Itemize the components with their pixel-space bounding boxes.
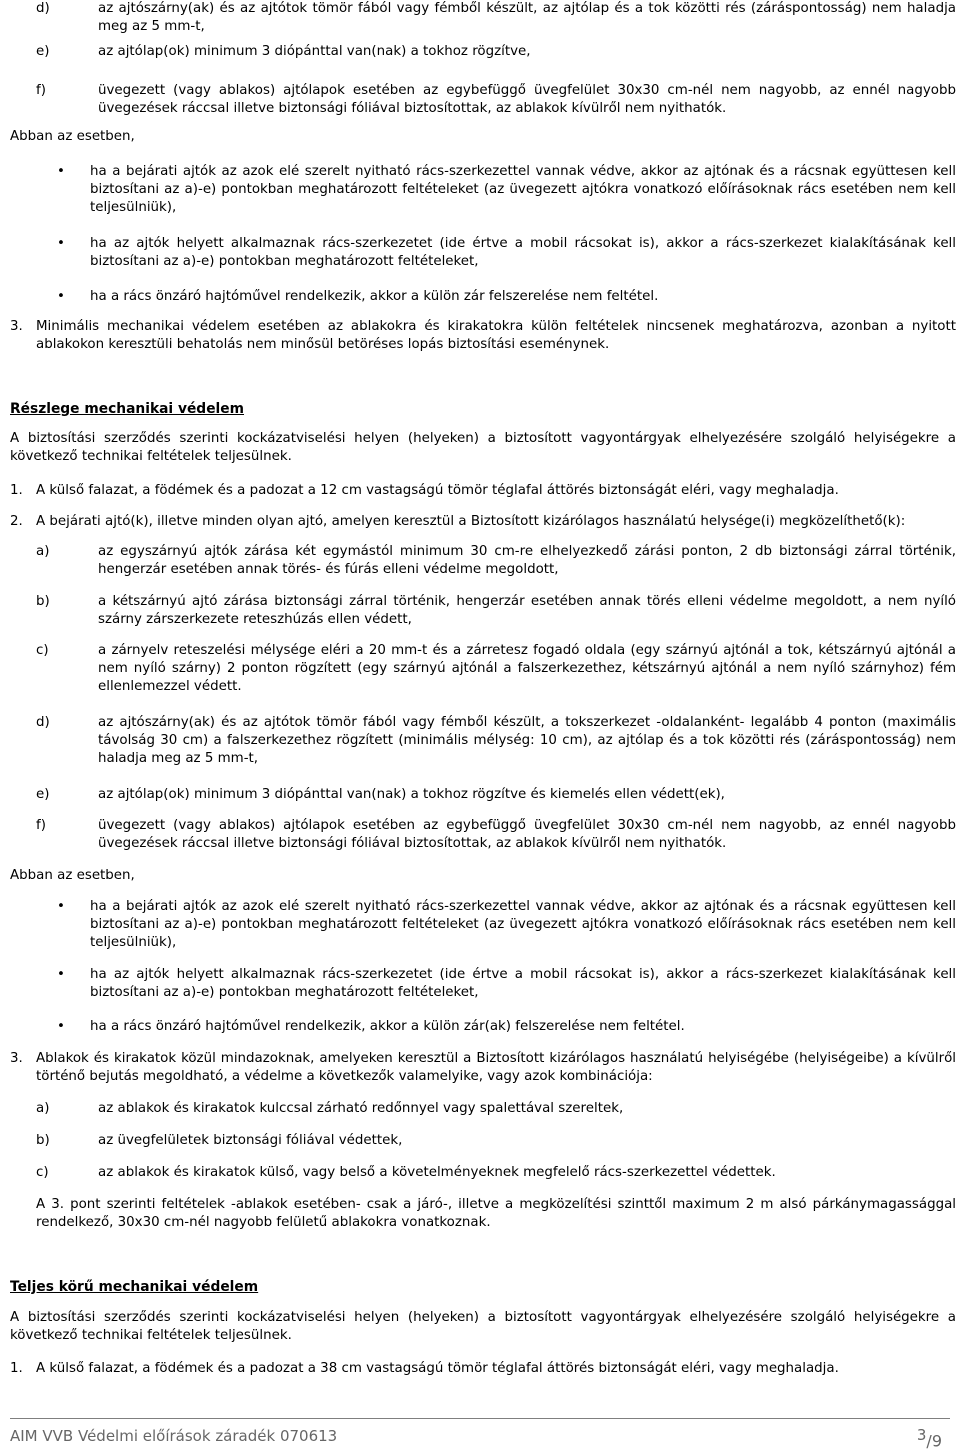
abban-text: Abban az esetben, (10, 868, 135, 883)
section-heading: Részlege mechanikai védelem (10, 401, 245, 417)
section-intro: A biztosítási szerződés szerinti kockázatviselési helyen (helyeken) a biztosított vagyontárgyak elhelyezésére szolgáló helyiségekre a következő technikai feltételek teljesülnek. (10, 1310, 956, 1343)
bullet-text: ha a rács önzáró hajtóművel rendelkezik, akkor a külön zár(ak) felszerelése nem feltétel. (90, 1019, 685, 1034)
bullet-text: ha az ajtók helyett alkalmaznak rács-szerkezetet (ide értve a mobil rácsokat is), akkor a rács-szerkezet kialakításának kell biztosítani az a)-e) pontokban meghatározott feltételeket, (90, 967, 956, 1000)
bullet-item (10, 163, 956, 217)
item-label: c) (36, 1165, 49, 1180)
item-label: f) (36, 83, 46, 98)
item-label: c) (36, 643, 49, 658)
point-text: Minimális mechanikai védelem esetében az ablakokra és kirakatokra külön feltételek nincsenek meghatározva, azonban a nyitott ablakokon keresztüli behatolás nem minősül betöréses lopás biztosítási eseménynek. (36, 319, 956, 352)
item-text: az üvegfelületek biztonsági fóliával védettek, (98, 1133, 403, 1148)
item-label: f) (36, 818, 46, 833)
bullet-text: ha az ajtók helyett alkalmaznak rács-szerkezetet (ide értve a mobil rácsokat is), akkor a rács-szerkezet kialakításának kell biztosítani az a)-e) pontokban meghatározott feltételeket, (90, 236, 956, 269)
point-label: 1. (10, 1361, 23, 1376)
list-item (10, 0, 956, 36)
item-label: d) (36, 715, 50, 730)
bullet-item (10, 288, 956, 306)
item-label: d) (36, 1, 50, 16)
bullet-text: ha a bejárati ajtók az azok elé szerelt nyitható rács-szerkezettel vannak védve, akkor az ajtónak és a rácsnak együttesen kell biztosítani az a)-e) pontokban meghatározott feltételeket (az üvegezett ajtókra vonatkozó előírásoknak rács esetében nem kell teljesülniük), (90, 164, 956, 215)
list-item (10, 642, 956, 696)
item-text: üvegezett (vagy ablakos) ajtólapok esetében az egybefüggő üvegfelület 30x30 cm-nél nem nagyobb, az ennél nagyobb üvegezések ráccsal illetve biztonsági fóliával biztosítottak, az ablakok kívülről nem nyithatók. (98, 83, 956, 116)
page-current: 3 (916, 1426, 927, 1444)
item-text: a kétszárnyú ajtó zárása biztonsági zárral történik, hengerzár esetében annak törés elleni védelme megoldott, a nem nyíló szárny zárszerkezete reteszhúzás ellen védett, (98, 594, 956, 627)
list-item (10, 786, 956, 804)
page-footer (10, 1418, 950, 1449)
section-heading: Teljes körű mechanikai védelem (10, 1279, 259, 1295)
list-item (10, 593, 956, 629)
point-label: 3. (10, 319, 23, 334)
page-total: 9 (931, 1431, 942, 1450)
bullet-icon: • (57, 289, 65, 304)
list-item (10, 817, 956, 853)
page-number: $^3$/9 (916, 1426, 942, 1450)
item-text: üvegezett (vagy ablakos) ajtólapok esetében az egybefüggő üvegfelület 30x30 cm-nél nem nagyobb, az ennél nagyobb üvegezések ráccsal illetve biztonsági fóliával biztosítottak, az ablakok kívülről nem nyithatók. (98, 818, 956, 851)
list-item (10, 1132, 956, 1150)
closing-note: A 3. pont szerinti feltételek -ablakok esetében- csak a járó-, illetve a megközelítési szinttől maximum 2 m alsó párkánymagassággal rendelkező, 30x30 cm-nél nagyobb felületű ablakokra vonatkoznak. (36, 1197, 956, 1230)
item-text: az ajtólap(ok) minimum 3 diópánttal van(nak) a tokhoz rögzítve, (98, 44, 531, 59)
bullet-item (10, 898, 956, 952)
bullet-item (10, 235, 956, 271)
item-label: b) (36, 594, 50, 609)
bullet-item (10, 1018, 956, 1036)
list-item (10, 543, 956, 579)
bullet-text: ha a rács önzáró hajtóművel rendelkezik, akkor a külön zár felszerelése nem feltétel. (90, 289, 659, 304)
item-label: e) (36, 44, 50, 59)
numbered-point (10, 1360, 956, 1378)
bullet-text: ha a bejárati ajtók az azok elé szerelt nyitható rács-szerkezettel vannak védve, akkor az ajtónak és a rácsnak együttesen kell biztosítani az a)-e) pontokban meghatározott feltételeket (az üvegezett ajtókra vonatkozó előírásoknak rács esetében nem kell teljesülniük), (90, 899, 956, 950)
bullet-icon: • (57, 236, 65, 251)
numbered-point (10, 513, 956, 531)
footer-title: AIM VVB Védelmi előírások záradék 070613 (10, 1427, 338, 1445)
list-item (10, 1164, 956, 1182)
item-label: b) (36, 1133, 50, 1148)
list-item (10, 1100, 956, 1118)
point-text: A külső falazat, a födémek és a padozat a 38 cm vastagságú tömör téglafal áttörés biztonságát eléri, vagy meghaladja. (36, 1361, 839, 1376)
item-text: az ajtószárny(ak) és az ajtótok tömör fából vagy fémből készült, a tokszerkezet -oldalanként- legalább 4 ponton (maximális távolság 30 cm) a falszerkezethez rögzített (minimális mélység: 10 cm), az ajtólap és a tok közötti rés (záráspontosság) nem haladja meg az 5 mm-t, (98, 715, 956, 766)
numbered-point (10, 482, 956, 500)
list-item (10, 82, 956, 118)
point-label: 2. (10, 514, 23, 529)
item-text: az ajtószárny(ak) és az ajtótok tömör fából vagy fémből készült, az ajtólap és a tok közötti rés (záráspontosság) nem haladja meg az 5 mm-t, (98, 1, 956, 34)
numbered-point (10, 1050, 956, 1086)
bullet-icon: • (57, 899, 65, 914)
section-intro: A biztosítási szerződés szerinti kockázatviselési helyen (helyeken) a biztosított vagyontárgyak elhelyezésére szolgáló helyiségekre a következő technikai feltételek teljesülnek. (10, 431, 956, 464)
item-label: e) (36, 787, 50, 802)
point-text: A külső falazat, a födémek és a padozat a 12 cm vastagságú tömör téglafal áttörés biztonságát eléri, vagy meghaladja. (36, 483, 839, 498)
bullet-icon: • (57, 164, 65, 179)
item-label: a) (36, 1101, 50, 1116)
item-text: az egyszárnyú ajtók zárása két egymástól minimum 30 cm-re elhelyezkedő zárási ponton, 2 db biztonsági zárral történik, hengerzár esetében annak törés- és fúrás elleni védelme megoldott, (98, 544, 956, 577)
list-item (10, 714, 956, 768)
item-text: az ablakok és kirakatok külső, vagy belső a követelményeknek megfelelő rács-szerkezettel védettek. (98, 1165, 776, 1180)
point-label: 1. (10, 483, 23, 498)
item-label: a) (36, 544, 50, 559)
bullet-icon: • (57, 967, 65, 982)
abban-text: Abban az esetben, (10, 129, 135, 144)
point-text: Ablakok és kirakatok közül mindazoknak, amelyeken keresztül a Biztosított kizárólagos használatú helyiségébe (helyiségeibe) a kívülről történő bejutás megoldható, a védelme a következők valamelyike, vagy azok kombinációja: (36, 1051, 956, 1084)
item-text: az ajtólap(ok) minimum 3 diópánttal van(nak) a tokhoz rögzítve és kiemelés ellen védett(ek), (98, 787, 725, 802)
point-text: A bejárati ajtó(k), illetve minden olyan ajtó, amelyen keresztül a Biztosított kizárólagos használatú helysége(i) megközelíthető(k): (36, 514, 906, 529)
bullet-icon: • (57, 1019, 65, 1034)
numbered-point (10, 318, 956, 354)
list-item (10, 43, 956, 61)
point-label: 3. (10, 1051, 23, 1066)
item-text: a zárnyelv reteszelési mélysége eléri a 20 mm-t és a zárretesz fogadó oldala (egy szárnyú ajtónál a tok, kétszárnyú ajtónál a nem nyíló szárny) 2 ponton rögzített (egy szárnyú ajtónál a falszerkezethez, kétszárnyú ajtónál a nem nyíló szárnyhoz) fém ellenlemezzel védett. (98, 643, 956, 694)
item-text: az ablakok és kirakatok kulccsal zárható redőnnyel vagy spalettával szereltek, (98, 1101, 624, 1116)
bullet-item (10, 966, 956, 1002)
